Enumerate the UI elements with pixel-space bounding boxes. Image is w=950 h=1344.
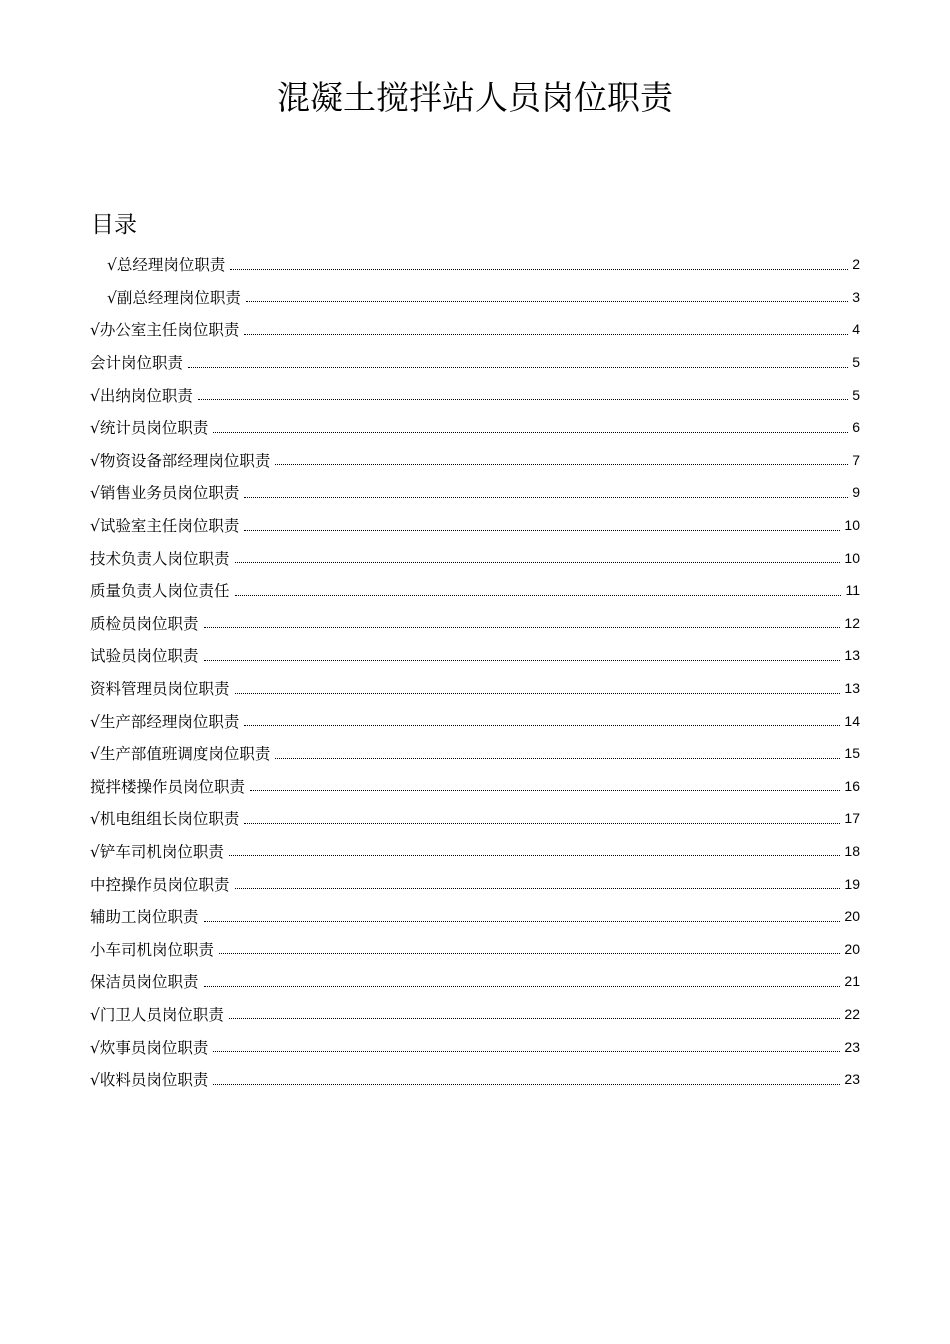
toc-entry-label: 搅拌楼操作员岗位职责 xyxy=(90,777,246,796)
toc-dot-leader xyxy=(244,334,848,335)
toc-entry[interactable] xyxy=(90,900,860,933)
toc-entry-page-number: 11 xyxy=(845,582,860,599)
toc-entry-label: √副总经理岗位职责 xyxy=(107,288,241,307)
toc-dot-leader xyxy=(229,1018,841,1019)
toc-entry-label: √统计员岗位职责 xyxy=(90,419,209,438)
toc-dot-leader xyxy=(204,660,841,661)
toc-entry-label: 质检员岗位职责 xyxy=(90,614,199,633)
toc-entry-label: √收料员岗位职责 xyxy=(90,1071,209,1090)
toc-dot-leader xyxy=(235,888,841,889)
toc-entry-page-number: 21 xyxy=(844,973,860,990)
toc-entry-page-number: 9 xyxy=(852,484,860,501)
toc-entry-page-number: 22 xyxy=(844,1005,860,1022)
toc-entry-page-number: 7 xyxy=(852,451,860,468)
toc-entry-label: 中控操作员岗位职责 xyxy=(90,875,230,894)
toc-entry-page-number: 17 xyxy=(844,810,860,827)
toc-dot-leader xyxy=(229,855,841,856)
toc-dot-leader xyxy=(204,921,841,922)
toc-entry-label: 保洁员岗位职责 xyxy=(90,973,199,992)
toc-entry[interactable] xyxy=(90,770,860,803)
toc-entry[interactable] xyxy=(90,509,860,542)
toc-dot-leader xyxy=(235,595,842,596)
toc-entry-page-number: 5 xyxy=(852,386,860,403)
toc-entry-label: 质量负责人岗位责任 xyxy=(90,582,230,601)
toc-entry[interactable] xyxy=(90,444,860,477)
toc-entry-page-number: 10 xyxy=(844,517,860,534)
toc-dot-leader xyxy=(213,1051,840,1052)
toc-entry[interactable] xyxy=(90,476,860,509)
toc-entry-page-number: 6 xyxy=(852,419,860,436)
toc-entry[interactable] xyxy=(90,704,860,737)
toc-entry-label: 辅助工岗位职责 xyxy=(90,908,199,927)
toc-entry-page-number: 4 xyxy=(852,321,860,338)
toc-entry-label: √办公室主任岗位职责 xyxy=(90,321,240,340)
toc-dot-leader xyxy=(235,693,841,694)
toc-entry[interactable] xyxy=(90,607,860,640)
toc-entry-label: 资料管理员岗位职责 xyxy=(90,680,230,699)
toc-entry-page-number: 13 xyxy=(844,680,860,697)
toc-entry-label: 技术负责人岗位职责 xyxy=(90,549,230,568)
toc-entry-label: 试验员岗位职责 xyxy=(90,647,199,666)
toc-entry-page-number: 2 xyxy=(852,256,860,273)
toc-dot-leader xyxy=(204,986,841,987)
toc-entry-page-number: 5 xyxy=(852,354,860,371)
toc-dot-leader xyxy=(188,367,848,368)
toc-dot-leader xyxy=(213,432,848,433)
toc-entry[interactable] xyxy=(90,965,860,998)
toc-entry[interactable] xyxy=(90,248,860,281)
toc-entry-label: √生产部值班调度岗位职责 xyxy=(90,745,271,764)
document-title: 混凝土搅拌站人员岗位职责 xyxy=(277,78,673,117)
toc-entry-label: 小车司机岗位职责 xyxy=(90,940,215,959)
toc-dot-leader xyxy=(250,790,840,791)
toc-entry[interactable] xyxy=(90,281,860,314)
toc-entry[interactable] xyxy=(90,998,860,1031)
toc-entry[interactable] xyxy=(90,672,860,705)
toc-entry-page-number: 20 xyxy=(844,940,860,957)
toc-entry-label: √铲车司机岗位职责 xyxy=(90,842,224,861)
toc-entry-page-number: 3 xyxy=(852,288,860,305)
table-of-contents xyxy=(90,248,860,1095)
toc-dot-leader xyxy=(219,953,840,954)
toc-entry-page-number: 23 xyxy=(844,1038,860,1055)
toc-dot-leader xyxy=(275,464,848,465)
toc-entry[interactable] xyxy=(90,411,860,444)
toc-dot-leader xyxy=(275,758,840,759)
toc-entry-page-number: 14 xyxy=(844,712,860,729)
toc-entry-label: √出纳岗位职责 xyxy=(90,386,193,405)
toc-entry-label: √物资设备部经理岗位职责 xyxy=(90,451,271,470)
toc-entry-page-number: 15 xyxy=(844,745,860,762)
toc-entry[interactable] xyxy=(90,802,860,835)
toc-entry[interactable] xyxy=(90,1030,860,1063)
toc-heading: 目录 xyxy=(91,212,137,238)
toc-entry-label: √试验室主任岗位职责 xyxy=(90,517,240,536)
toc-dot-leader xyxy=(213,1084,840,1085)
toc-dot-leader xyxy=(235,562,841,563)
toc-entry[interactable] xyxy=(90,346,860,379)
toc-dot-leader xyxy=(244,497,848,498)
toc-entry[interactable] xyxy=(90,541,860,574)
toc-dot-leader xyxy=(244,823,840,824)
toc-entry-page-number: 20 xyxy=(844,908,860,925)
toc-entry[interactable] xyxy=(90,639,860,672)
toc-entry[interactable] xyxy=(90,313,860,346)
toc-entry-page-number: 18 xyxy=(844,842,860,859)
toc-entry-label: √机电组组长岗位职责 xyxy=(90,810,240,829)
toc-entry[interactable] xyxy=(90,835,860,868)
toc-entry[interactable] xyxy=(90,378,860,411)
toc-dot-leader xyxy=(204,627,841,628)
toc-entry-label: 会计岗位职责 xyxy=(90,354,184,373)
toc-entry-page-number: 10 xyxy=(844,549,860,566)
toc-entry-label: √总经理岗位职责 xyxy=(107,256,226,275)
toc-entry[interactable] xyxy=(90,737,860,770)
toc-entry-label: √炊事员岗位职责 xyxy=(90,1038,209,1057)
toc-entry-label: √生产部经理岗位职责 xyxy=(90,712,240,731)
toc-entry[interactable] xyxy=(90,932,860,965)
toc-entry-page-number: 13 xyxy=(844,647,860,664)
toc-dot-leader xyxy=(244,725,840,726)
toc-entry-page-number: 19 xyxy=(844,875,860,892)
toc-entry[interactable] xyxy=(90,574,860,607)
toc-dot-leader xyxy=(244,530,840,531)
toc-entry-label: √门卫人员岗位职责 xyxy=(90,1005,224,1024)
toc-entry-page-number: 23 xyxy=(844,1071,860,1088)
toc-entry-label: √销售业务员岗位职责 xyxy=(90,484,240,503)
toc-entry-page-number: 12 xyxy=(844,614,860,631)
toc-dot-leader xyxy=(198,399,848,400)
toc-entry[interactable] xyxy=(90,1063,860,1096)
toc-dot-leader xyxy=(230,269,848,270)
toc-entry-page-number: 16 xyxy=(844,777,860,794)
toc-dot-leader xyxy=(246,301,848,302)
toc-entry[interactable] xyxy=(90,867,860,900)
